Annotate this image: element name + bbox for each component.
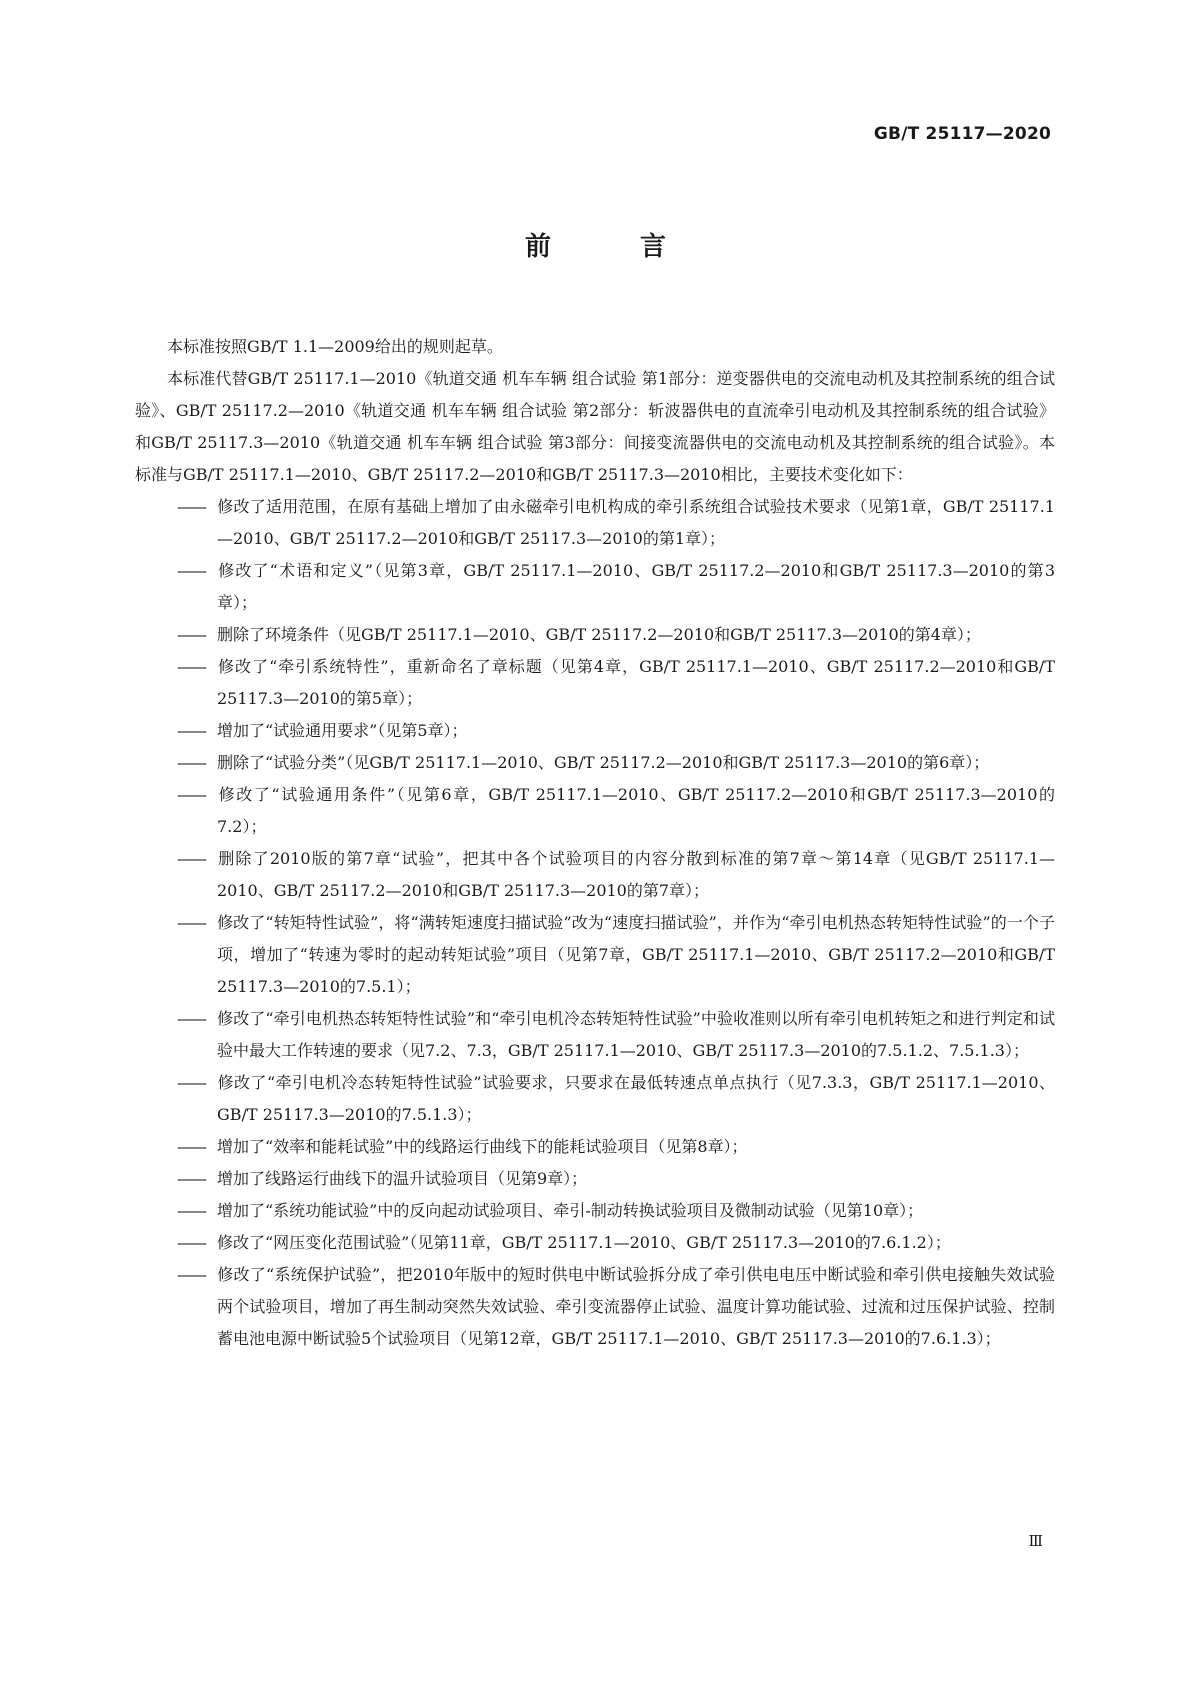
- list-item: [135, 1163, 1055, 1195]
- paragraph-replacement: 本标准代替GB/T 25117.1—2010《轨道交通 机车车辆 组合试验 第1部分：逆变器供电的交流电动机及其控制系统的组合试验》、GB/T 25117.2—2010《轨道交通 机车车辆 组合试验 第2部分：斩波器供电的直流牵引电动机及其控制系统的组合试验》和GB/T 25117.3—2010《轨道交通 机车车辆 组合试验 第3部分：间接变流器供电的交流电动机及其控制系统的组合试验》。本标准与GB/T 25117.1—2010、GB/T 25117.2—2010和GB/T 25117.3—2010相比，主要技术变化如下：: [135, 369, 1055, 484]
- dash-marker: ——: [177, 1009, 205, 1028]
- dash-marker: ——: [177, 497, 205, 516]
- dash-marker: ——: [177, 913, 205, 932]
- dash-marker: ——: [177, 657, 205, 676]
- list-item: [135, 491, 1055, 555]
- dash-marker: ——: [177, 1233, 205, 1252]
- list-item-text: 增加了“系统功能试验”中的反向起动试验项目、牵引-制动转换试验项目及微制动试验（见第10章）；: [217, 1201, 924, 1220]
- list-item: [135, 747, 1055, 779]
- list-item-text: 删除了2010版的第7章“试验”，把其中各个试验项目的内容分散到标准的第7章～第14章（见GB/T 25117.1—2010、GB/T 25117.2—2010和GB/T 25117.3—2010的第7章）；: [217, 849, 1055, 900]
- list-item-text: 修改了“牵引电机热态转矩特性试验”和“牵引电机冷态转矩特性试验”中验收准则以所有牵引电机转矩之和进行判定和试验中最大工作转速的要求（见7.2、7.3，GB/T 25117.1—2010、GB/T 25117.3—2010的7.5.1.2、7.5.1.3）；: [217, 1009, 1055, 1060]
- list-item-text: 修改了“牵引系统特性”，重新命名了章标题（见第4章，GB/T 25117.1—2010、GB/T 25117.2—2010和GB/T 25117.3—2010的第5章）；: [217, 657, 1055, 708]
- list-item-text: 修改了“转矩特性试验”，将“满转矩速度扫描试验”改为“速度扫描试验”，并作为“牵引电机热态转矩特性试验”的一个子项，增加了“转速为零时的起动转矩试验”项目（见第7章，GB/T 25117.1—2010、GB/T 25117.2—2010和GB/T 25117.3—2010的7.5.1）；: [217, 913, 1055, 996]
- dash-marker: ——: [177, 1265, 205, 1284]
- list-item-text: 删除了“试验分类”（见GB/T 25117.1—2010、GB/T 25117.2—2010和GB/T 25117.3—2010的第6章）；: [217, 753, 990, 772]
- list-item-text: 修改了“系统保护试验”，把2010年版中的短时供电中断试验拆分成了牵引供电电压中断试验和牵引供电接触失效试验两个试验项目，增加了再生制动突然失效试验、牵引变流器停止试验、温度计算功能试验、过流和过压保护试验、控制蓄电池电源中断试验5个试验项目（见第12章，GB/T 25117.1—2010、GB/T 25117.3—2010的7.6.1.3）；: [217, 1265, 1055, 1348]
- list-item: [135, 1067, 1055, 1131]
- list-item: [135, 1131, 1055, 1163]
- dash-marker: ——: [177, 561, 205, 580]
- changes-list: [135, 491, 1055, 1355]
- dash-marker: ——: [177, 1169, 205, 1188]
- dash-marker: ——: [177, 785, 205, 804]
- list-item: [135, 779, 1055, 843]
- dash-marker: ——: [177, 849, 205, 868]
- list-item-text: 修改了“试验通用条件”（见第6章，GB/T 25117.1—2010、GB/T 25117.2—2010和GB/T 25117.3—2010的7.2）；: [217, 785, 1055, 836]
- dash-marker: ——: [177, 1137, 205, 1156]
- list-item-text: 修改了“术语和定义”（见第3章，GB/T 25117.1—2010、GB/T 25117.2—2010和GB/T 25117.3—2010的第3章）；: [217, 561, 1055, 612]
- dash-marker: ——: [177, 1201, 205, 1220]
- page-title: 前 言: [524, 232, 707, 262]
- dash-marker: ——: [177, 721, 205, 740]
- list-item: [135, 907, 1055, 1003]
- list-item-text: 修改了适用范围，在原有基础上增加了由永磁牵引电机构成的牵引系统组合试验技术要求（见第1章，GB/T 25117.1—2010、GB/T 25117.2—2010和GB/T 25117.3—2010的第1章）；: [217, 497, 1055, 548]
- list-item: [135, 619, 1055, 651]
- list-item: [135, 555, 1055, 619]
- dash-marker: ——: [177, 753, 205, 772]
- standard-code: GB/T 25117—2020: [873, 124, 1051, 144]
- list-item-text: 增加了线路运行曲线下的温升试验项目（见第9章）；: [217, 1169, 588, 1188]
- list-item: [135, 715, 1055, 747]
- list-item-text: 增加了“试验通用要求”（见第5章）；: [217, 721, 468, 740]
- paragraph-drafting-rules: 本标准按照GB/T 1.1—2009给出的规则起草。: [167, 337, 503, 356]
- list-item: [135, 651, 1055, 715]
- dash-marker: ——: [177, 625, 205, 644]
- foreword-body: [135, 331, 1055, 1355]
- list-item: [135, 1227, 1055, 1259]
- list-item-text: 修改了“牵引电机冷态转矩特性试验”试验要求，只要求在最低转速点单点执行（见7.3.3，GB/T 25117.1—2010、GB/T 25117.3—2010的7.5.1.3）；: [217, 1073, 1055, 1124]
- list-item: [135, 1259, 1055, 1355]
- dash-marker: ——: [177, 1073, 205, 1092]
- list-item-text: 修改了“网压变化范围试验”（见第11章，GB/T 25117.1—2010、GB/T 25117.3—2010的7.6.1.2）；: [217, 1233, 951, 1252]
- list-item-text: 增加了“效率和能耗试验”中的线路运行曲线下的能耗试验项目（见第8章）；: [217, 1137, 748, 1156]
- list-item: [135, 1195, 1055, 1227]
- list-item-text: 删除了环境条件（见GB/T 25117.1—2010、GB/T 25117.2—2010和GB/T 25117.3—2010的第4章）；: [217, 625, 981, 644]
- list-item: [135, 843, 1055, 907]
- list-item: [135, 1003, 1055, 1067]
- page-number: Ⅲ: [1028, 1532, 1043, 1550]
